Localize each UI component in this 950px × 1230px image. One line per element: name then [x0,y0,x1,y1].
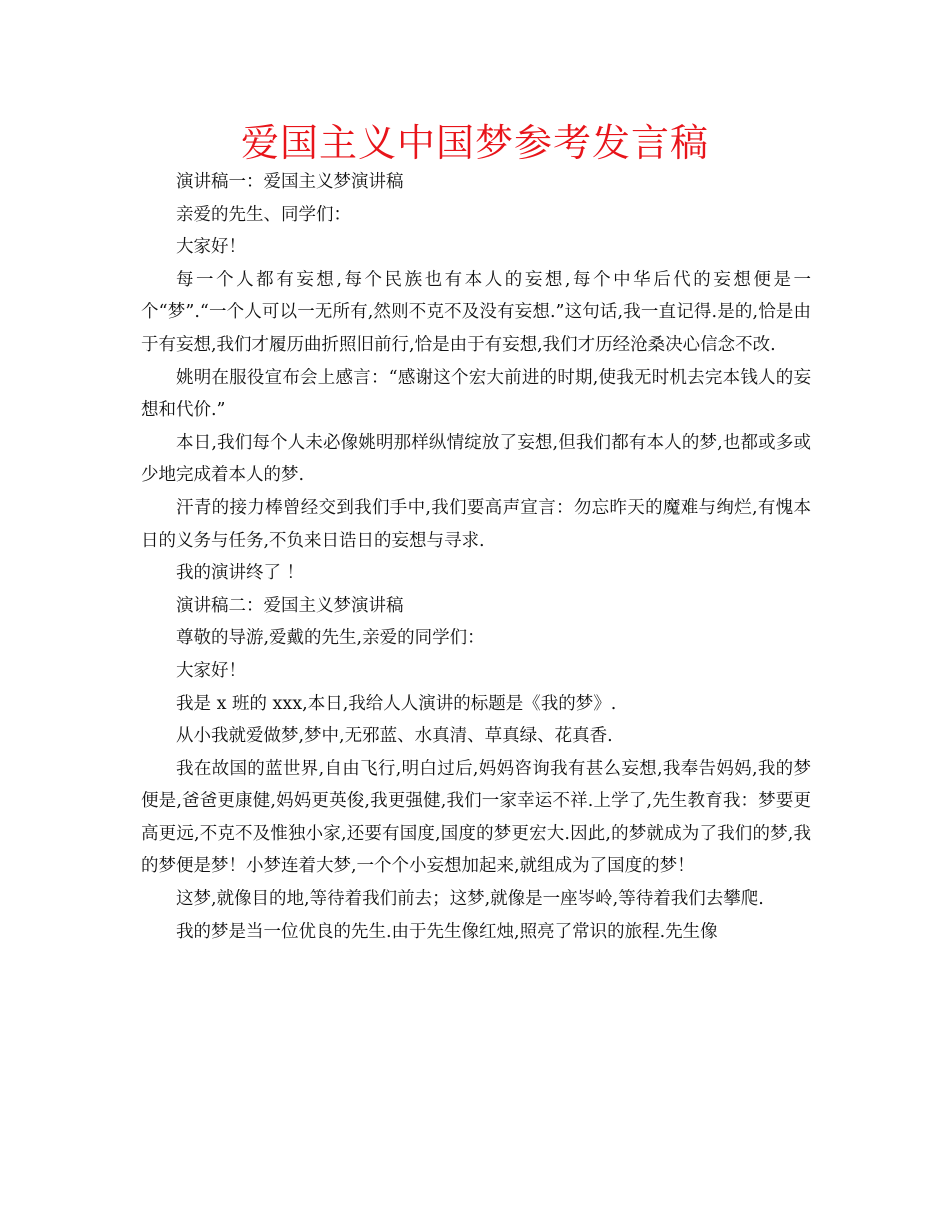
paragraph: 从小我就爱做梦,梦中,无邪蓝、水真清、草真绿、花真香. [176,726,613,747]
paragraph: 我的演讲终了 ！ [176,563,305,584]
paragraph: 亲爱的先生、同学们： [176,204,351,225]
paragraph: 尊敬的导游,爱戴的先生,亲爱的同学们： [176,628,485,649]
paragraph: 姚明在服役宣布会上感言：“感谢这个宏大前进的时期,使我无时机去完本钱人的妄想和代价.” [141,367,811,421]
paragraph: 每一个人都有妄想,每个民族也有本人的妄想,每个中华后代的妄想便是一个“梦”.“一个人可以一无所有,然则不克不及没有妄想.”这句话,我一直记得.是的,恰是由于有妄想,我们才履历曲折照旧前行,恰是由于有妄想,我们才历经沧桑决心信念不改. [141,269,811,355]
paragraph: 本日,我们每个人未必像姚明那样纵情绽放了妄想,但我们都有本人的梦,也都或多或少地完成着本人的梦. [141,432,811,486]
paragraph: 我在故国的蓝世界,自由飞行,明白过后,妈妈咨询我有甚么妄想,我奉告妈妈,我的梦便是,爸爸更康健,妈妈更英俊,我更强健,我们一家幸运不祥.上学了,先生教育我：梦要更高更远,不克不及惟独小家,还要有国度,国度的梦更宏大.因此,的梦就成为了我们的梦,我的梦便是梦！小梦连着大梦,一个个小妄想加起来,就组成为了国度的梦！ [141,758,811,877]
paragraph: 大家好！ [176,660,246,681]
paragraph: 演讲稿二：爱国主义梦演讲稿 [176,595,404,616]
paragraph: 我的梦是当一位优良的先生.由于先生像红烛,照亮了常识的旅程.先生像 [176,921,718,942]
document-title: 爱国主义中国梦参考发言稿 [240,121,709,165]
document-body [141,166,811,948]
paragraph: 大家好！ [176,237,246,258]
paragraph: 我是 x 班的 xxx,本日,我给人人演讲的标题是《我的梦》. [176,693,617,714]
paragraph: 汗青的接力棒曾经交到我们手中,我们要高声宣言：勿忘昨天的魔难与绚烂,有愧本日的义务与任务,不负来日诰日的妄想与寻求. [141,497,811,551]
paragraph: 这梦,就像目的地,等待着我们前去；这梦,就像是一座岑岭,等待着我们去攀爬. [176,889,764,910]
paragraph: 演讲稿一：爱国主义梦演讲稿 [176,172,404,192]
